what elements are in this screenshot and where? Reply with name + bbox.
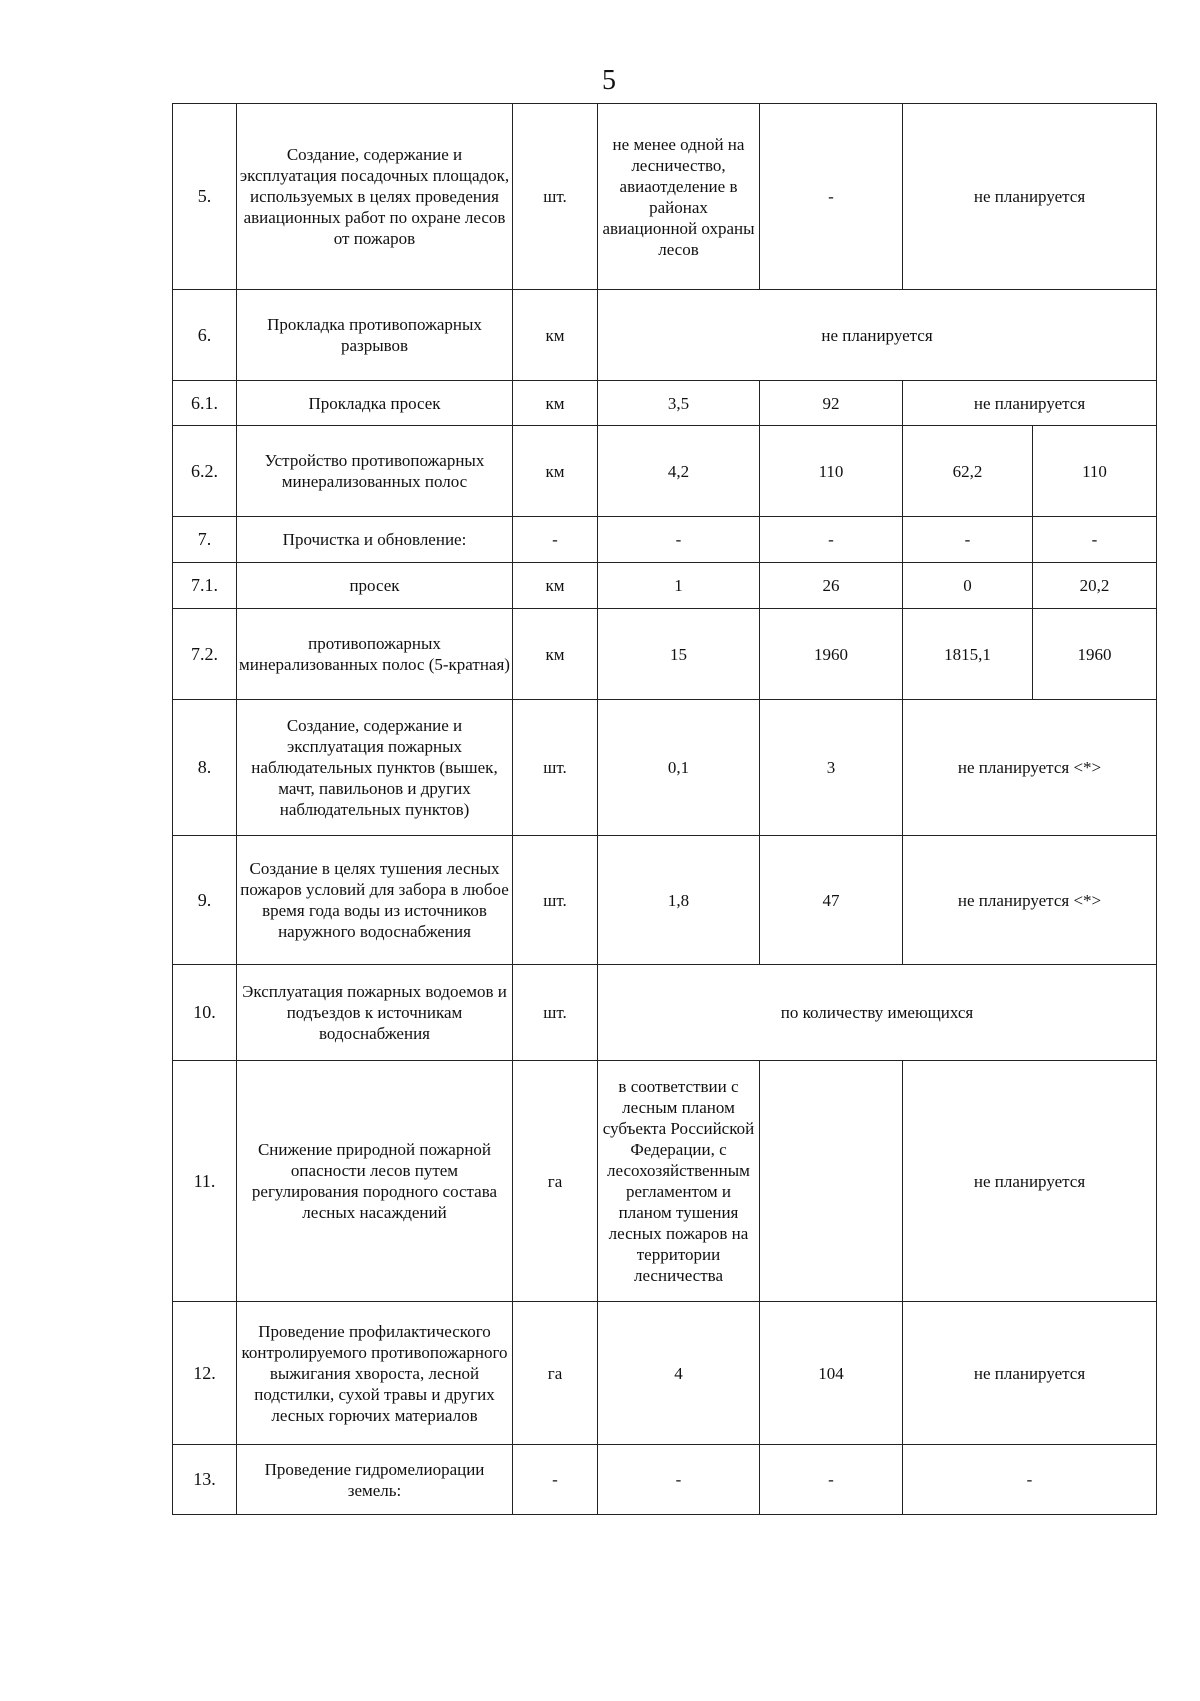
plan-value: не планируется xyxy=(903,1061,1157,1302)
table-row-9 xyxy=(173,836,1157,965)
value-col-5: 1815,1 xyxy=(903,609,1033,700)
value-col-6: 110 xyxy=(1033,426,1157,517)
row-number: 6.1. xyxy=(173,381,237,426)
table-row-12 xyxy=(173,1302,1157,1445)
unit: шт. xyxy=(513,965,598,1061)
row-number: 13. xyxy=(173,1445,237,1515)
measure-name: Прочистка и обновление: xyxy=(237,517,513,563)
table-row-7-1 xyxy=(173,563,1157,609)
norm-value: не менее одной на лесничество, авиаотделение в районах авиационной охраны лесов xyxy=(598,104,760,290)
total-value: - xyxy=(760,517,903,563)
unit: шт. xyxy=(513,700,598,836)
measure-name: Устройство противопожарных минерализованных полос xyxy=(237,426,513,517)
row-number: 8. xyxy=(173,700,237,836)
total-value: 104 xyxy=(760,1302,903,1445)
table-row-11 xyxy=(173,1061,1157,1302)
row-number: 10. xyxy=(173,965,237,1061)
total-value: - xyxy=(760,104,903,290)
unit: шт. xyxy=(513,836,598,965)
measure-name: Прокладка противопожарных разрывов xyxy=(237,290,513,381)
value-col-6: 20,2 xyxy=(1033,563,1157,609)
table-row-6-1 xyxy=(173,381,1157,426)
norm-value: 1,8 xyxy=(598,836,760,965)
table-row-7-2 xyxy=(173,609,1157,700)
row-number: 9. xyxy=(173,836,237,965)
plan-value: не планируется <*> xyxy=(903,700,1157,836)
unit: км xyxy=(513,609,598,700)
value-col-6: 1960 xyxy=(1033,609,1157,700)
norm-value: 3,5 xyxy=(598,381,760,426)
measure-name: Прокладка просек xyxy=(237,381,513,426)
measure-name: Создание, содержание и эксплуатация пожарных наблюдательных пунктов (вышек, мачт, павильонов и других наблюдательных пунктов) xyxy=(237,700,513,836)
total-value: 110 xyxy=(760,426,903,517)
measure-name: Создание, содержание и эксплуатация посадочных площадок, используемых в целях проведения авиационных работ по охране лесов от пожаров xyxy=(237,104,513,290)
norm-value: 4,2 xyxy=(598,426,760,517)
unit: - xyxy=(513,1445,598,1515)
measure-name: Эксплуатация пожарных водоемов и подъездов к источникам водоснабжения xyxy=(237,965,513,1061)
table-row-8 xyxy=(173,700,1157,836)
value-col-5: 62,2 xyxy=(903,426,1033,517)
plan-value: не планируется xyxy=(903,1302,1157,1445)
value-col-6: - xyxy=(1033,517,1157,563)
row-number: 11. xyxy=(173,1061,237,1302)
merged-value: по количеству имеющихся xyxy=(598,965,1157,1061)
row-number: 7. xyxy=(173,517,237,563)
measure-name: Создание в целях тушения лесных пожаров условий для забора в любое время года воды из источников наружного водоснабжения xyxy=(237,836,513,965)
total-value: 3 xyxy=(760,700,903,836)
unit: га xyxy=(513,1061,598,1302)
norm-value: 4 xyxy=(598,1302,760,1445)
measure-name: Проведение гидромелиорации земель: xyxy=(237,1445,513,1515)
plan-value: - xyxy=(903,1445,1157,1515)
unit: шт. xyxy=(513,104,598,290)
measure-name: просек xyxy=(237,563,513,609)
norm-value: 15 xyxy=(598,609,760,700)
unit: га xyxy=(513,1302,598,1445)
row-number: 6. xyxy=(173,290,237,381)
norm-value: - xyxy=(598,517,760,563)
norm-value: в соответствии с лесным планом субъекта Российской Федерации, с лесохозяйственным регламентом и планом тушения лесных пожаров на территории лесничества xyxy=(598,1061,760,1302)
total-value: 26 xyxy=(760,563,903,609)
page-number: 5 xyxy=(602,65,616,96)
table-row-6-2 xyxy=(173,426,1157,517)
row-number: 7.1. xyxy=(173,563,237,609)
value-col-5: 0 xyxy=(903,563,1033,609)
measure-name: противопожарных минерализованных полос (5-кратная) xyxy=(237,609,513,700)
row-number: 5. xyxy=(173,104,237,290)
measure-name: Снижение природной пожарной опасности лесов путем регулирования породного состава лесных насаждений xyxy=(237,1061,513,1302)
row-number: 12. xyxy=(173,1302,237,1445)
value-col-5: - xyxy=(903,517,1033,563)
unit: км xyxy=(513,426,598,517)
total-value: 47 xyxy=(760,836,903,965)
total-value: 1960 xyxy=(760,609,903,700)
total-value: - xyxy=(760,1445,903,1515)
row-number: 7.2. xyxy=(173,609,237,700)
norm-value: - xyxy=(598,1445,760,1515)
measure-name: Проведение профилактического контролируемого противопожарного выжигания хвороста, лесной подстилки, сухой травы и других лесных горючих материалов xyxy=(237,1302,513,1445)
table-row-5 xyxy=(173,104,1157,290)
plan-value: не планируется xyxy=(903,381,1157,426)
total-value: 92 xyxy=(760,381,903,426)
unit: км xyxy=(513,381,598,426)
plan-value: не планируется xyxy=(903,104,1157,290)
unit: км xyxy=(513,563,598,609)
fire-prevention-measures-table xyxy=(172,103,1157,1515)
table-row-10 xyxy=(173,965,1157,1061)
unit: км xyxy=(513,290,598,381)
unit: - xyxy=(513,517,598,563)
norm-value: 0,1 xyxy=(598,700,760,836)
total-value xyxy=(760,1061,903,1302)
table-row-13 xyxy=(173,1445,1157,1515)
merged-value: не планируется xyxy=(598,290,1157,381)
table-row-7 xyxy=(173,517,1157,563)
plan-value: не планируется <*> xyxy=(903,836,1157,965)
table-row-6 xyxy=(173,290,1157,381)
norm-value: 1 xyxy=(598,563,760,609)
row-number: 6.2. xyxy=(173,426,237,517)
